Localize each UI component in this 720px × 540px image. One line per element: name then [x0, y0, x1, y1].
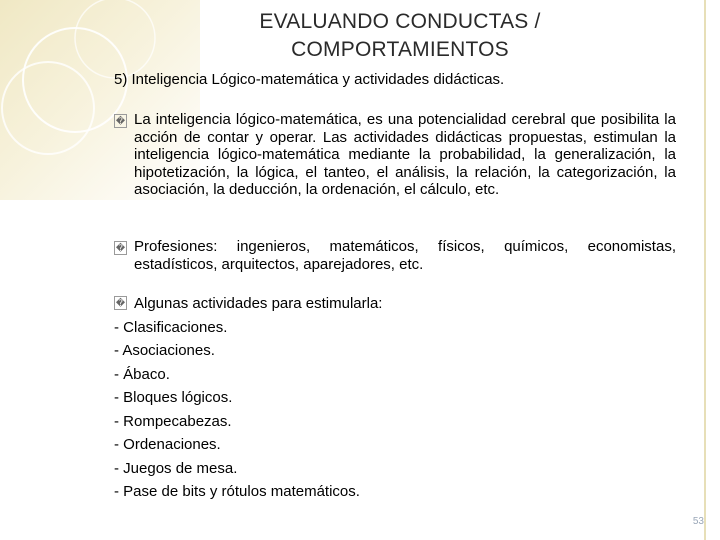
bullet-icon: �	[115, 298, 126, 308]
bullet-icon: �	[115, 243, 126, 253]
list-item: - Ordenaciones.	[114, 436, 221, 453]
section-subtitle: 5) Inteligencia Lógico-matemática y actividades didácticas.	[114, 71, 505, 88]
title-line-1: EVALUANDO CONDUCTAS /	[259, 10, 541, 33]
right-border-line	[704, 0, 706, 540]
list-item: - Pase de bits y rótulos matemáticos.	[114, 483, 360, 500]
list-item: - Juegos de mesa.	[114, 459, 238, 477]
paragraph-definition: La inteligencia lógico-matemática, es una potencialidad cerebral que posibilita la acción de contar y operar. Las actividades didácticas propuestas, estimulan la inteligencia lógico-matemática mediante la probabilidad, la generalización, la hipotetización, la lógica, el tanteo, el análisis, la relación, la categorización, la asociación, la deducción, la ordenación, el cálculo, etc.	[134, 111, 676, 198]
activities-list	[114, 292, 382, 504]
bullet-icon: �	[115, 116, 126, 126]
list-item: - Clasificaciones.	[114, 318, 228, 336]
list-item: - Bloques lógicos.	[114, 389, 233, 406]
activities-heading: Algunas actividades para estimularla:	[134, 295, 383, 312]
slide-title	[180, 8, 620, 64]
list-item: - Ábaco.	[114, 365, 170, 383]
list-item: - Asociaciones.	[114, 342, 215, 359]
title-line-2: COMPORTAMIENTOS	[291, 38, 509, 61]
list-item: - Rompecabezas.	[114, 412, 232, 430]
paragraph-professions: Profesiones: ingenieros, matemáticos, físicos, químicos, economistas, estadísticos, arquitectos, aparejadores, etc.	[134, 238, 676, 273]
page-number: 53	[692, 516, 704, 527]
